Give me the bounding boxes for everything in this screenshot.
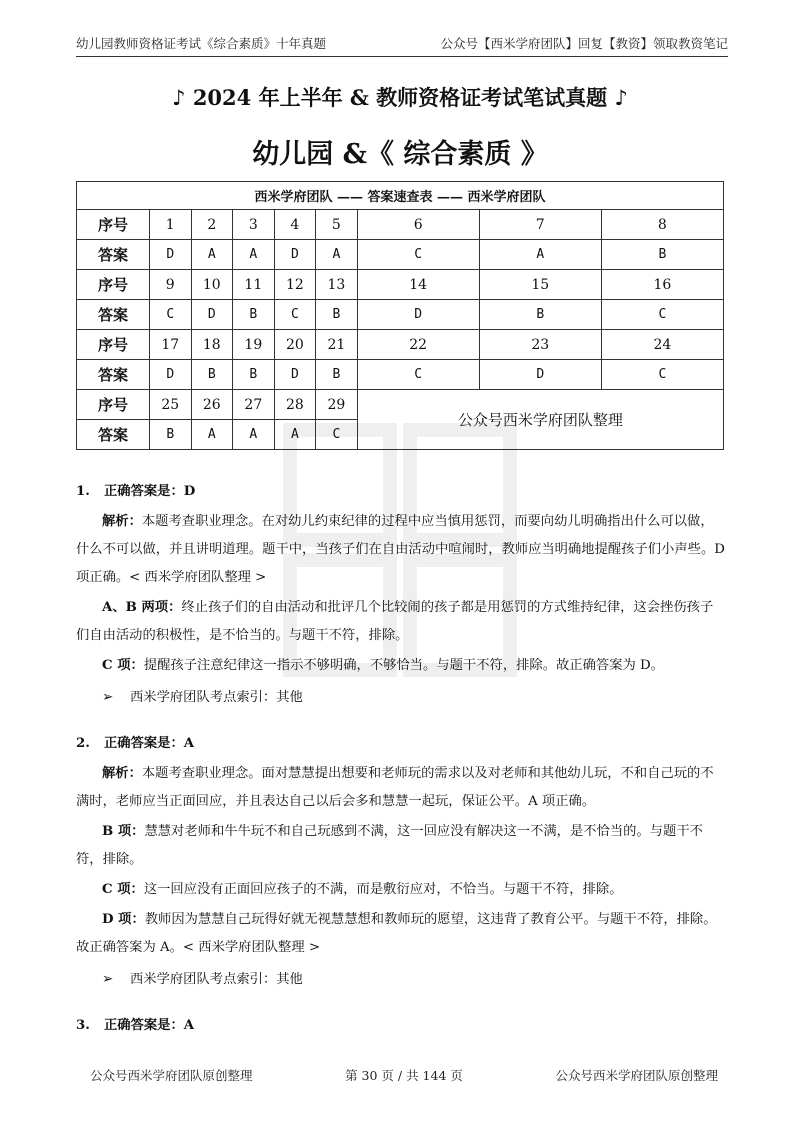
question-number-cell: 8 [601,210,723,240]
answer-row [77,240,724,270]
explanation-paragraph [76,760,726,816]
question-number-cell: 5 [316,210,358,240]
exam-title: ♪ 2024 年上半年 & 教师资格证考试笔试真题 ♪ [172,85,628,110]
answer-cell: A [274,420,316,450]
question-number-cell: 2 [191,210,233,240]
question-number-cell: 15 [479,270,601,300]
paragraph-text: 这一回应没有正面回应孩子的不满，而是敷衍应对，不恰当。与题干不符，排除。 [143,882,623,897]
answer-cell: C [357,360,479,390]
number-label: 序号 [77,390,150,420]
paragraph-label: D 项： [102,912,145,927]
question-number-cell: 20 [274,330,316,360]
question-number-cell: 17 [150,330,192,360]
answer-cell: D [274,240,316,270]
paragraph-label: 解析： [102,766,142,781]
explanation-paragraph [76,818,726,874]
question-number-cell: 26 [191,390,233,420]
answer-rows [77,210,724,450]
question-number-cell: 1 [150,210,192,240]
question-number-cell: 25 [150,390,192,420]
answer-label: 答案 [77,360,150,390]
answer-label: 答案 [77,300,150,330]
answer-cell: D [357,300,479,330]
number-label: 序号 [77,330,150,360]
answer-cell: A [233,420,275,450]
question-number-cell: 12 [274,270,316,300]
answer-cell: B [601,240,723,270]
paragraph-label: B 项： [102,824,145,839]
question-number: 2. [76,736,90,751]
question-number-cell: 16 [601,270,723,300]
question-number-cell: 22 [357,330,479,360]
answer-label: 答案 [77,240,150,270]
knowledge-point-index [102,966,726,994]
answer-cell: B [233,300,275,330]
question-answer-heading [76,1012,726,1040]
question-number-cell: 18 [191,330,233,360]
page-number: 第 30 页 / 共 144 页 [345,1068,463,1083]
question-number-cell: 14 [357,270,479,300]
answer-cell: D [479,360,601,390]
answer-cell: C [601,360,723,390]
question-number-cell: 3 [233,210,275,240]
subject-title: 幼儿园 &《 综合素质 》 [252,139,548,170]
question-number-cell: 19 [233,330,275,360]
paragraph-text: 本题考查职业理念。面对慧慧提出想要和老师玩的需求以及对老师和其他幼儿玩，不和自己玩的不满时，老师应当正面回应，并且表达自己以后会多和慧慧一起玩，保证公平。A 项正确。 [76,766,714,809]
paragraph-label: C 项： [102,882,144,897]
number-row [77,210,724,240]
paragraph-text: 慧慧对老师和牛牛玩不和自己玩感到不满，这一回应没有解决这一不满，是不恰当的。与题干不符，排除。 [76,824,703,867]
paragraph-text: 提醒孩子注意纪律这一指示不够明确，不够恰当。与题干不符，排除。故正确答案为 D。 [143,658,664,673]
page-header [76,30,728,57]
header-right-text: 公众号【西米学府团队】回复【教资】领取教资笔记 [440,36,728,51]
question-number-cell: 6 [357,210,479,240]
paragraph-text: 本题考查职业理念。在对幼儿约束纪律的过程中应当慎用惩罚，而要向幼儿明确指出什么可以做，什么不可以做，并且讲明道理。题干中，当孩子们在自由活动中喧闹时，教师应当明确地提醒孩子们小声些。D 项正确。< 西米学府团队整理 > [76,514,725,585]
answer-cell: B [479,300,601,330]
answer-cell: A [233,240,275,270]
question-number-cell: 29 [316,390,358,420]
paragraph-text: 教师因为慧慧自己玩得好就无视慧慧想和教师玩的愿望，这违背了教育公平。与题干不符，排除。故正确答案为 A。< 西米学府团队整理 > [76,912,717,955]
number-row [77,270,724,300]
explanation-paragraph [76,906,726,962]
answer-cell: D [191,300,233,330]
explanation-paragraph [76,594,726,650]
answer-cell: B [316,300,358,330]
answer-cell: C [316,420,358,450]
table-banner: 西米学府团队 —— 答案速查表 —— 西米学府团队 [77,182,724,210]
answer-cell: C [601,300,723,330]
page-footer [90,1066,718,1084]
question-number-cell: 9 [150,270,192,300]
answer-cell: D [150,360,192,390]
question-number: 3. [76,1018,90,1033]
question-number-cell: 24 [601,330,723,360]
question-number-cell: 4 [274,210,316,240]
answer-cell: B [233,360,275,390]
question-number-cell: 7 [479,210,601,240]
answer-row [77,360,724,390]
explanation-paragraph [76,508,726,592]
knowledge-point-index [102,684,726,712]
question-answer-heading [76,730,726,758]
arrow-bullet-icon: ➢ [102,690,114,705]
number-label: 序号 [77,210,150,240]
index-text: 西米学府团队考点索引：其他 [130,972,303,987]
correct-answer-text: 正确答案是：A [104,736,195,751]
footer-right-text: 公众号西米学府团队原创整理 [555,1068,718,1083]
number-label: 序号 [77,270,150,300]
arrow-bullet-icon: ➢ [102,972,114,987]
answer-cell: D [274,360,316,390]
explanation-paragraph [76,652,726,680]
answer-cell: A [479,240,601,270]
answer-cell: B [191,360,233,390]
correct-answer-text: 正确答案是：A [104,1018,195,1033]
answer-cell: D [150,240,192,270]
promo-cell: 公众号西米学府团队整理 [357,390,723,450]
answer-cell: C [274,300,316,330]
footer-left-text: 公众号西米学府团队原创整理 [90,1068,253,1083]
question-number: 1. [76,484,90,499]
answer-cell: A [191,240,233,270]
correct-answer-text: 正确答案是：D [104,484,196,499]
question-number-cell: 27 [233,390,275,420]
question-number-cell: 13 [316,270,358,300]
answer-cell: C [150,300,192,330]
question-number-cell: 28 [274,390,316,420]
answer-cell: A [191,420,233,450]
header-left-text: 幼儿园教师资格证考试《综合素质》十年真题 [76,36,327,51]
index-text: 西米学府团队考点索引：其他 [130,690,303,705]
answer-cell: C [357,240,479,270]
paragraph-text: 终止孩子们的自由活动和批评几个比较闹的孩子都是用惩罚的方式维持纪律，这会挫伤孩子们自由活动的积极性，是不恰当的。与题干不符，排除。 [76,600,714,643]
answer-quick-reference-table [76,181,724,450]
paragraph-label: 解析： [102,514,142,529]
question-answer-heading [76,478,726,506]
paragraph-label: C 项： [102,658,144,673]
number-row [77,330,724,360]
answer-row [77,300,724,330]
explanations [76,478,726,1040]
question-number-cell: 11 [233,270,275,300]
answer-label: 答案 [77,420,150,450]
explanation-paragraph [76,876,726,904]
answer-cell: A [316,240,358,270]
question-number-cell: 21 [316,330,358,360]
question-number-cell: 23 [479,330,601,360]
answer-cell: B [150,420,192,450]
question-number-cell: 10 [191,270,233,300]
answer-cell: B [316,360,358,390]
paragraph-label: A、B 两项： [102,600,182,615]
number-row [77,390,724,420]
